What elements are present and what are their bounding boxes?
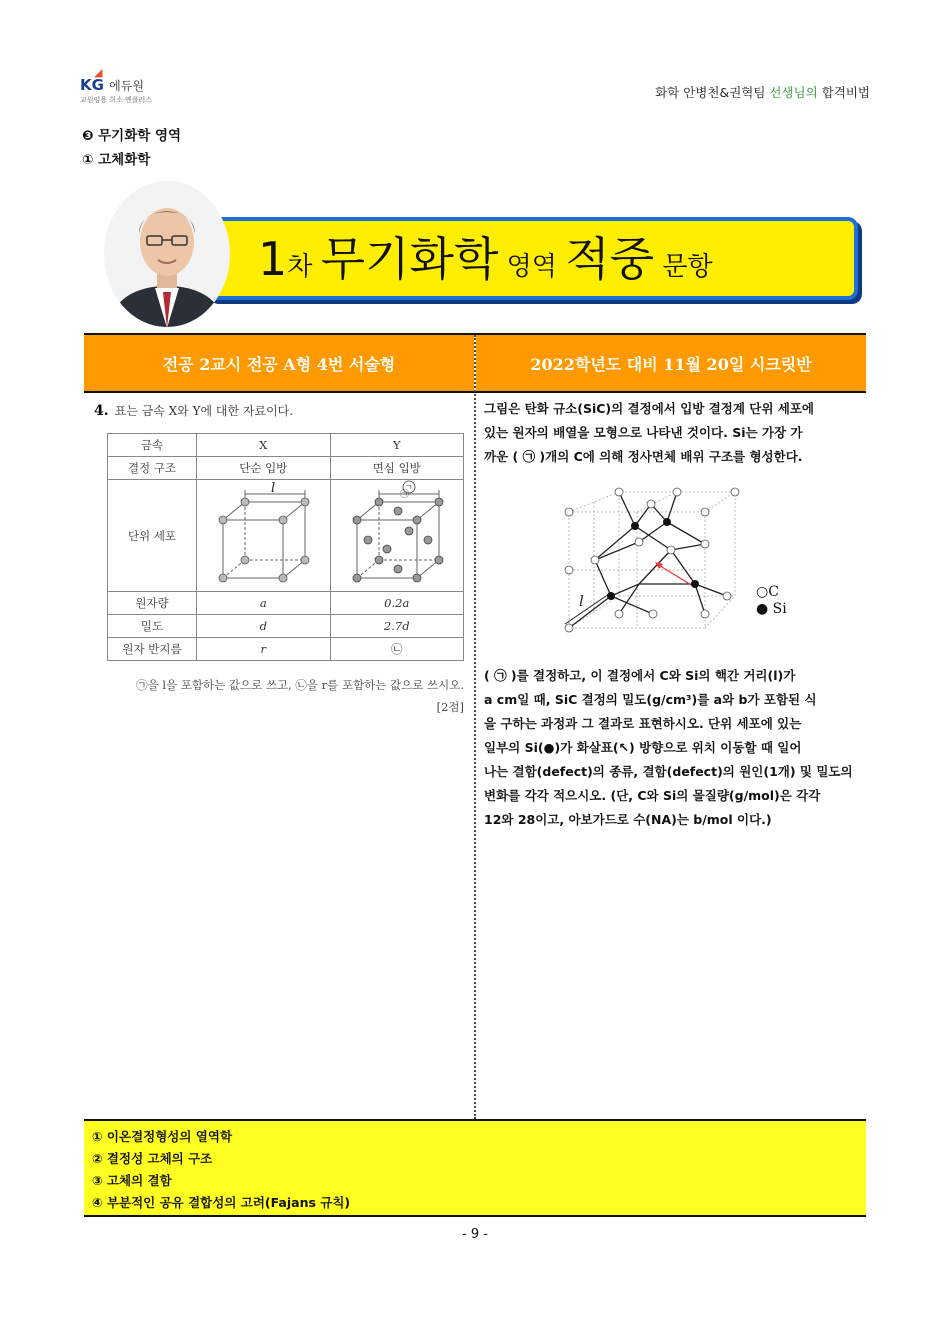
label-structure: 결정 구조 [108,457,197,480]
banner-title [258,224,713,294]
header-metal: 금속 [108,434,197,457]
x-atomic-radius: r [197,638,331,661]
metal-data-table [107,433,464,661]
header-suffix: 합격비법 [817,85,870,100]
list-item: ③ 고체의 결함 [92,1173,172,1188]
table-row [108,615,464,638]
y-atomic-radius: ㉡ [330,638,464,661]
face-centered-cubic-diagram [337,480,457,588]
body-line-3: 을 구하는 과정과 그 결과로 표현하시오. 단위 세포에 있는 [484,716,802,731]
intro-line-1: 그림은 탄화 규소(SiC)의 결정에서 입방 결정계 단위 세포에 [484,401,815,416]
x-atomic-mass: a [197,592,331,615]
column-divider [474,335,476,1119]
section-title: ❸ 무기화학 영역 [82,128,182,144]
intro-line-2: 있는 원자의 배열을 모형으로 나타낸 것이다. Si는 가장 가 [484,425,803,440]
legend-silicon: ● Si [756,601,787,617]
logo-name: 에듀원 [109,79,144,93]
label-atomic-mass: 원자량 [108,592,197,615]
sic-unit-cell-diagram [555,484,750,636]
logo-mark-icon: ◢ [94,66,103,79]
teacher-photo [103,180,231,328]
logo-subtitle: 교원임용 희소·멘플러스 [80,96,153,104]
table-row [108,480,464,592]
page-number: - 9 - [462,1227,488,1242]
table-row [108,638,464,661]
question-stem: 표는 금속 X와 Y에 대한 자료이다. [114,404,294,418]
topics-bottom-rule [84,1215,866,1217]
y-structure: 면심 입방 [330,457,464,480]
y-atomic-mass: 0.2a [330,592,464,615]
banner-part-6: 문항 [654,252,713,282]
right-column-header: 2022학년도 대비 11월 20일 시크릿반 [476,335,866,391]
x-structure: 단순 입방 [197,457,331,480]
question-number: 4. [94,403,109,419]
body-line-7: 12와 28이고, 아보가드로 수(NA)는 b/mol 이다.) [484,812,772,827]
right-intro [484,397,814,469]
question-4-text [94,402,293,419]
list-item: ② 결정성 고체의 구조 [92,1151,213,1166]
header-title [655,83,870,101]
instruction-text: ㉠을 l을 포함하는 값으로 쓰고, ㉡을 r를 포함하는 값으로 쓰시오. [136,678,464,692]
x-cell-label-l: l [271,481,276,496]
table-row [108,592,464,615]
header-prefix: 화학 안병천&권혁팀 [655,85,770,100]
y-density: 2.7d [330,615,464,638]
simple-cubic-diagram [203,480,323,588]
list-item: ④ 부분적인 공유 결합성의 고려(Fajans 규칙) [92,1195,351,1210]
body-line-2: a cm일 때, SiC 결정의 밀도(g/cm³)를 a와 b가 포함된 식 [484,692,817,707]
banner-part-4: 영역 [498,252,566,282]
intro-line-3: 까운 ( ㉠ )개의 C에 의해 정사면체 배위 구조를 형성한다. [484,449,803,464]
banner-part-2: 차 [287,252,321,282]
body-line-6: 변화를 각각 적으시오. (단, C와 Si의 몰질량(g/mol)은 각각 [484,788,821,803]
x-density: d [197,615,331,638]
x-unit-cell [197,480,331,592]
header-green: 선생님의 [769,85,818,100]
subsection-title: ① 고체화학 [82,152,151,168]
table-row [108,457,464,480]
arrow-icon [657,564,693,586]
left-column-header: 전공 2교시 전공 A형 4번 서술형 [84,335,474,391]
diagram-label-l: l [579,592,584,610]
body-line-1: ( ㉠ )를 결정하고, 이 결정에서 C와 Si의 핵간 거리(l)가 [484,668,796,683]
body-line-5: 나는 결함(defect)의 종류, 결함(defect)의 원인(1개) 및 밀도의 [484,764,853,779]
logo [80,66,144,94]
banner-part-1: 1 [258,232,288,286]
logo-kg-text: KG [80,76,104,94]
body-line-4: 일부의 Si(●)가 화살표(↖) 방향으로 위치 이동할 때 일어 [484,740,802,755]
header-y: Y [330,434,464,457]
label-density: 밀도 [108,615,197,638]
list-item: ① 이온결정형성의 열역학 [92,1129,233,1144]
banner-part-5: 적중 [565,232,655,286]
label-unit-cell: 단위 세포 [108,480,197,592]
svg-text:ㄱ: ㄱ [404,483,413,492]
question-instruction [94,674,464,718]
y-cell-label-circle: ㉠ [400,490,410,500]
table-row [108,434,464,457]
points-label: [2점] [436,700,464,714]
header-x: X [197,434,331,457]
y-unit-cell [330,480,464,592]
label-atomic-radius: 원자 반지름 [108,638,197,661]
legend-carbon: ○C [756,584,779,600]
banner-part-3: 무기화학 [320,232,499,286]
right-body [484,664,853,832]
